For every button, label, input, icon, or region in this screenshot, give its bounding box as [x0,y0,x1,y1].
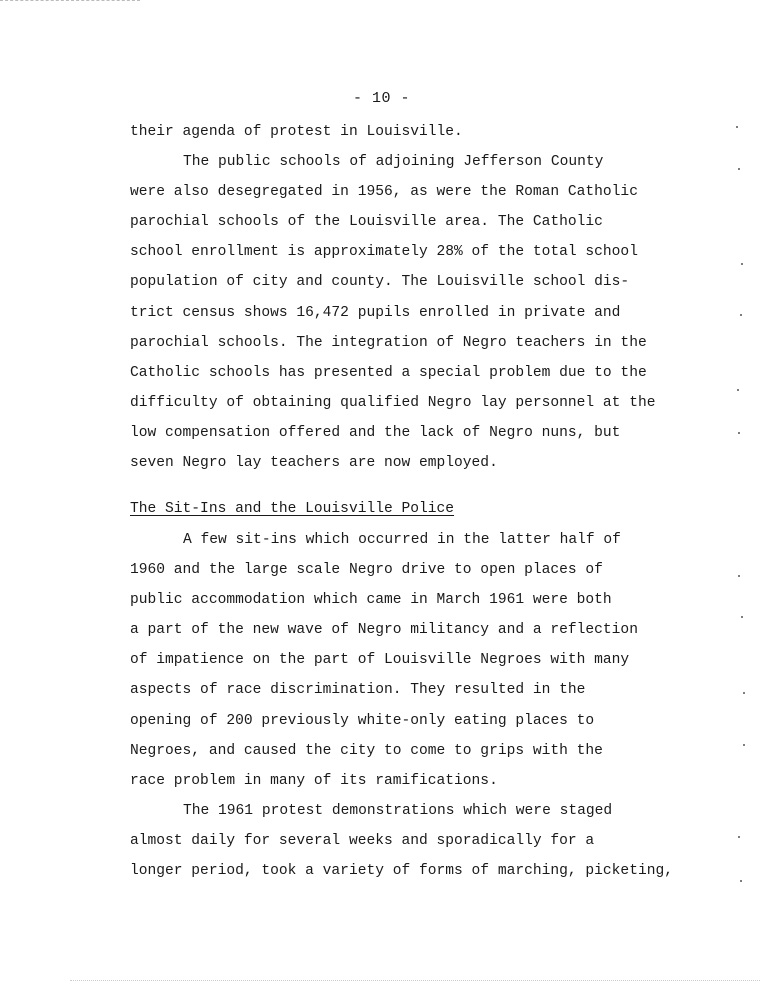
text-line: The public schools of adjoining Jefferson County [183,154,604,171]
text-line: almost daily for several weeks and sporadically for a [130,832,595,849]
scan-speck [736,126,738,128]
text-line: parochial schools. The integration of Negro teachers in the [130,334,647,351]
text-line: of impatience on the part of Louisville Negroes with many [130,652,630,669]
text-line: seven Negro lay teachers are now employed. [130,455,498,472]
text-line: A few sit-ins which occurred in the latter half of [183,532,621,548]
text-line: school enrollment is approximately 28% of the total school [130,244,638,261]
text-line: low compensation offered and the lack of Negro nuns, but [130,424,621,441]
text-line: trict census shows 16,472 pupils enrolled in private and [130,304,621,321]
scan-speck [737,389,739,391]
scan-speck [738,575,740,577]
scan-speck [738,168,740,170]
scan-edge-top [0,0,140,3]
scan-speck [740,314,742,316]
scan-speck [743,692,745,694]
scan-speck [741,263,743,265]
text-line: were also desegregated in 1956, as were the Roman Catholic [130,184,638,201]
body-paragraphs-bottom [130,525,690,886]
scan-speck [741,616,743,618]
text-line: longer period, took a variety of forms of marching, picketing, [130,863,673,880]
scan-speck [743,744,745,746]
scan-speck [738,836,740,838]
text-line: public accommodation which came in March 1961 were both [130,592,612,609]
scan-speck [738,432,740,434]
page-number: - 10 - [352,90,410,107]
text-line: a part of the new wave of Negro militancy and a reflection [130,622,638,639]
section-heading: The Sit-Ins and the Louisville Police [130,501,455,517]
text-line: population of city and county. The Louisville school dis- [130,274,630,291]
text-line: opening of 200 previously white-only eating places to [130,712,595,729]
body-paragraphs-top [130,117,690,478]
text-line: The 1961 protest demonstrations which were staged [183,802,613,819]
text-line: difficulty of obtaining qualified Negro lay personnel at the [130,394,656,411]
text-line: race problem in many of its ramifications. [130,772,498,789]
text-line: Negroes, and caused the city to come to grips with the [130,742,603,759]
text-line: parochial schools of the Louisville area. The Catholic [130,214,603,231]
text-line: Catholic schools has presented a special problem due to the [130,364,647,381]
text-line: aspects of race discrimination. They resulted in the [130,682,586,699]
scan-speck [740,880,742,882]
text-line: their agenda of protest in Louisville. [130,124,463,140]
text-line: 1960 and the large scale Negro drive to open places of [130,562,603,579]
scan-edge-bottom [70,980,760,982]
section-heading-block [130,494,690,524]
